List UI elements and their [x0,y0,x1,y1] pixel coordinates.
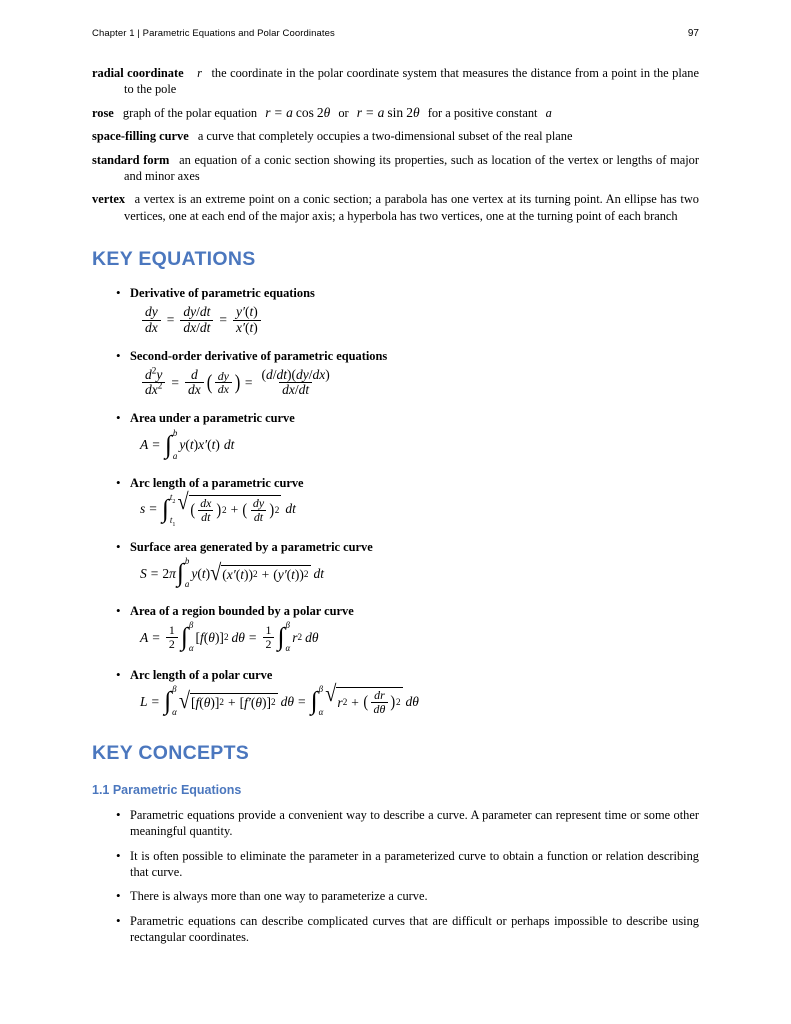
glossary-list [92,65,699,224]
key-concept-item: • Parametric equations can describe complicated curves that are difficult or perhaps impossible to describe using rectangular coordinates. [92,913,699,946]
page-number: 97 [687,28,699,39]
key-equations-list [92,285,699,718]
glossary-term: standard form [92,152,170,167]
glossary-term: radial coordinate [92,66,184,80]
key-equations-heading: KEY EQUATIONS [92,248,256,270]
key-concept-item: • It is often possible to eliminate the parameter in a parameterized curve to obtain a function or relation describing that curve. [92,848,699,881]
key-concepts-subsection: 1.1 Parametric Equations [92,782,242,797]
glossary-definition: the coordinate in the polar coordinate system that measures the distance from a point in the plane to the pole [124,66,699,97]
key-equation-item [92,667,699,718]
glossary-definition-post: for a positive constant [427,105,538,120]
glossary-entry [92,152,699,185]
glossary-definition: an equation of a conic section showing its properties, such as location of the vertex or lengths of major and minor axes [124,152,699,183]
glossary-constant: a [545,105,552,120]
glossary-entry [92,128,699,144]
glossary-term: rose [92,105,114,120]
key-equation-formula: $\frac{dy}{dx}$ = $\frac{dy/dt}{dx/dt}$ = $\frac{y'(t)}{x'(t)}$ [140,304,263,319]
key-equation-formula: A = ∫ b a y ( t ) x′ ( t ) dt [140,427,235,462]
key-equation-formula: $\frac{d^2y}{dx^2}$ = $\frac{d}{dx}$ ( $\frac{dy}{dx}$ ) = $\frac{(d/dt)(dy/dx)}{dx/dt}$ [140,367,335,382]
key-equation-label: • Arc length of a polar curve [130,667,273,682]
key-equation-label: • Area under a parametric curve [130,411,295,426]
glossary-term: space-filling curve [92,129,189,144]
running-head-chapter: Chapter 1 | Parametric Equations and Polar Coordinates [92,28,335,39]
key-equation-item [92,285,699,335]
glossary-symbol: r [197,66,202,80]
glossary-entry [92,65,699,98]
key-equation-item [92,539,699,590]
key-concept-item: • There is always more than one way to parameterize a curve. [92,888,699,904]
key-equation-formula: S = 2 π ∫ b a y ( t ) √ ( x′ ( t )) 2 + ( y′ ( t )) 2 dt [140,555,325,590]
key-equation-label: • Arc length of a parametric curve [130,475,304,490]
glossary-entry [92,191,699,224]
key-equation-item [92,348,699,398]
key-equation-label: • Derivative of parametric equations [130,286,315,300]
glossary-entry [92,105,699,121]
rose-equation-a: r = a cos 2 θ [265,104,331,120]
key-equation-label: • Second-order derivative of parametric equations [130,348,388,363]
key-concepts-list [92,807,699,946]
key-equation-formula: L = ∫ β α √ [ f ( θ )] 2 + [ f′ ( θ )] 2 dθ = ∫ β α √ r 2 + ( $\frac{dr}{d\theta}$ ) 2 dθ [140,681,419,718]
key-equation-label: • Area of a region bounded by a polar curve [130,603,354,618]
key-concept-item: • Parametric equations provide a convenient way to describe a curve. A parameter can represent time or some other meaningful quantity. [92,807,699,840]
key-concepts-heading: KEY CONCEPTS [92,741,250,764]
running-head [92,28,699,39]
rose-equation-b: r = a sin 2 θ [356,104,420,120]
glossary-conjunction: or [338,105,349,120]
glossary-definition: a vertex is an extreme point on a conic section; a parabola has one vertex at its turning point. An ellipse has two vertices, one at each end of the major axis; a hyperbola has two vertices, one at the turning point of each branch [124,192,699,223]
glossary-definition: a curve that completely occupies a two-dimensional subset of the real plane [197,129,573,144]
glossary-definition-pre: graph of the polar equation [122,105,258,120]
key-equation-label: • Surface area generated by a parametric curve [130,539,373,554]
key-equation-item [92,475,699,526]
key-equation-formula: s = ∫ $t_2$ $t_1$ √ ( $\frac{dx}{dt}$ ) 2 + ( $\frac{dy}{dt}$ ) 2 dt [140,489,296,528]
key-equation-formula: A = $\frac{1}{2}$ ∫ β α [ f ( θ )] 2 dθ = $\frac{1}{2}$ ∫ β α r 2 dθ [140,620,319,654]
glossary-term: vertex [92,192,126,207]
key-equation-item [92,410,699,461]
key-equation-item [92,603,699,654]
